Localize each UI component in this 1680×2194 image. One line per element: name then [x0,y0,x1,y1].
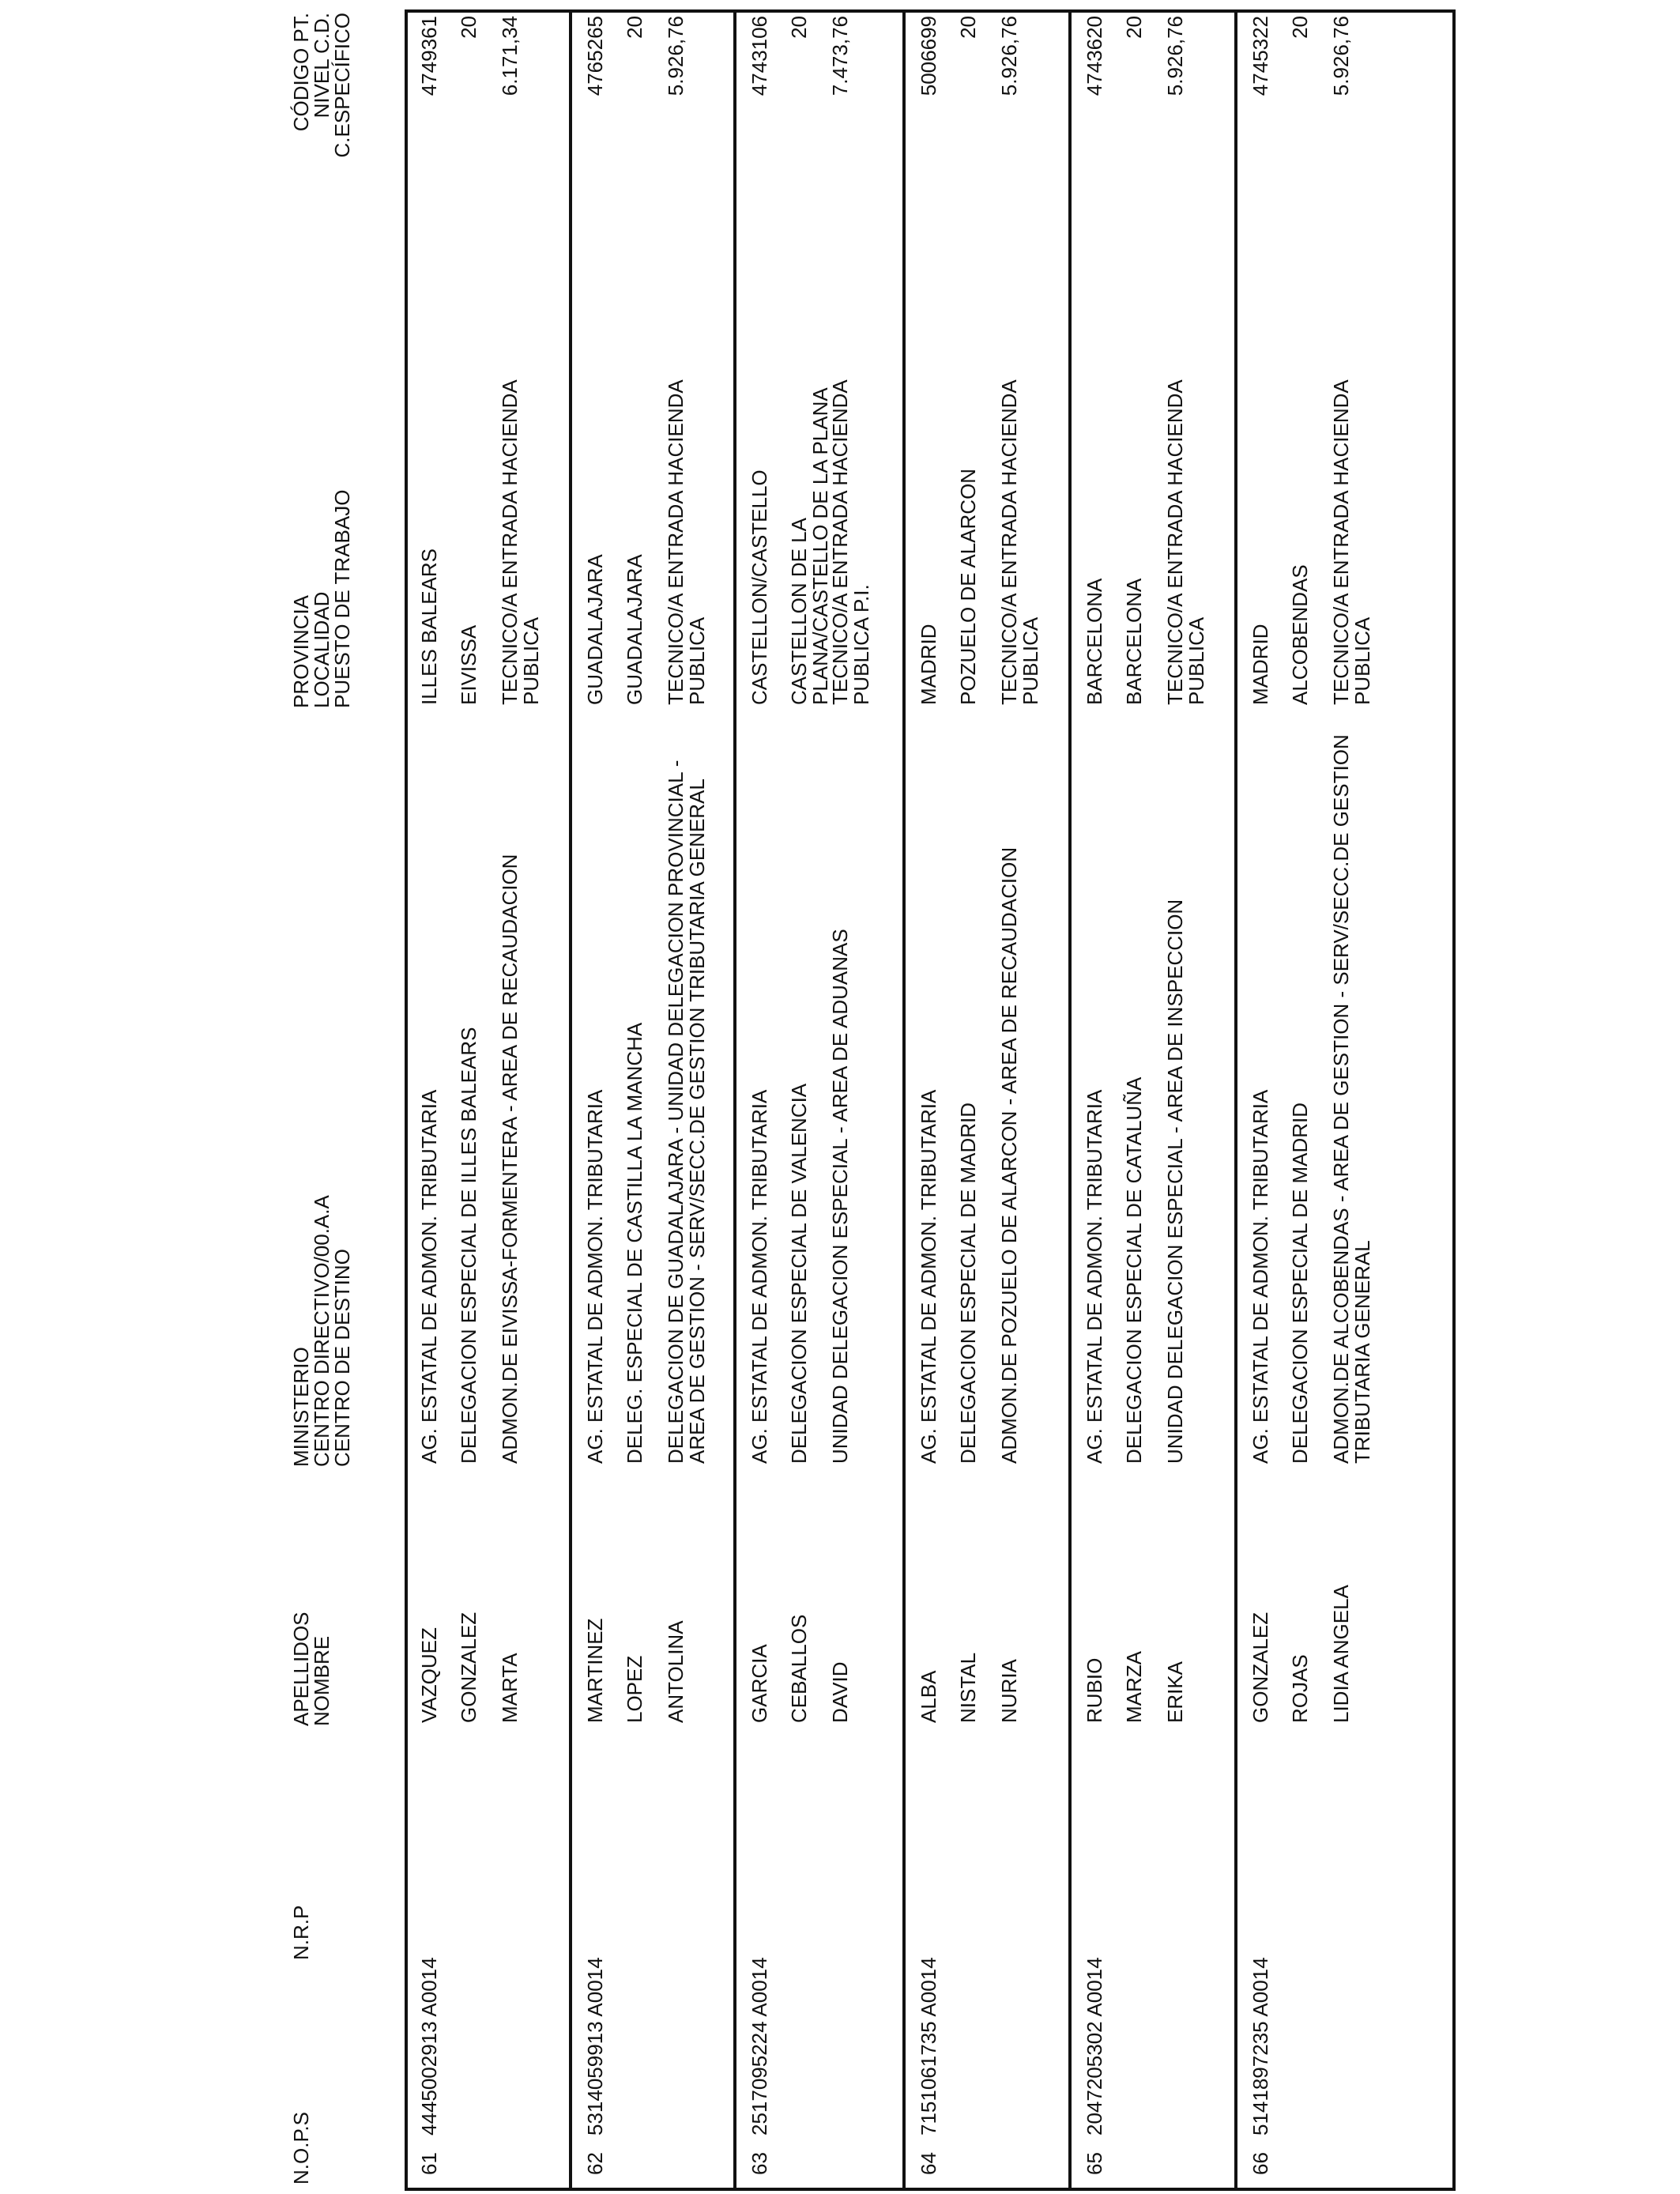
row-apellido1: VAZQUEZ [417,1627,441,1723]
row-apellido2: LOPEZ [623,1655,646,1723]
row-codigo: 4749361 [417,16,441,96]
row-codigo: 5006699 [917,16,940,96]
row-puesto: TECNICO/A ENTRADA HACIENDA PUBLICA [1163,379,1208,705]
row-provincia: MADRID [1249,624,1272,705]
header-nops: N.O.P.S [289,2111,313,2185]
table-row [735,9,904,2191]
row-localidad: EIVISSA [457,624,480,705]
row-localidad: POZUELO DE ALARCON [956,468,980,705]
row-centro-destino: DELEGACION DE GUADALAJARA - UNIDAD DELEGACION PROVINCIAL - AREA DE GESTION - SERV/SECC.DE GESTION TRIBUTARIA GENERAL [664,760,709,1464]
row-apellido2: GONZALEZ [457,1612,480,1723]
row-nivel: 20 [787,16,811,39]
row-especifico: 5.926,76 [664,16,687,96]
row-divider [1068,9,1072,2191]
row-puesto: TECNICO/A ENTRADA HACIENDA PUBLICA P.I. [828,379,873,705]
row-centro-directivo: DELEGACION ESPECIAL DE MADRID [1288,1102,1312,1464]
row-especifico: 5.926,76 [997,16,1021,96]
row-codigo: 4745322 [1249,16,1272,96]
row-codigo: 4743106 [748,16,771,96]
row-especifico: 7.473,76 [828,16,852,96]
row-centro-directivo: DELEGACION ESPECIAL DE MADRID [956,1102,980,1464]
row-nombre: NURIA [997,1659,1021,1723]
row-apellido1: MARTINEZ [583,1618,607,1723]
row-centro-destino: UNIDAD DELEGACION ESPECIAL - AREA DE ADUANAS [828,929,852,1464]
row-divider [569,9,572,2191]
row-provincia: GUADALAJARA [583,554,607,705]
row-ministerio: AG. ESTATAL DE ADMON. TRIBUTARIA [1083,1089,1106,1464]
row-nrp: 5141897235 A0014 [1249,1957,1272,2136]
row-apellido2: MARZA [1122,1651,1146,1723]
table-row [1236,9,1456,2191]
row-nrp: 2047205302 A0014 [1083,1957,1106,2136]
row-localidad: GUADALAJARA [623,554,646,705]
row-ministerio: AG. ESTATAL DE ADMON. TRIBUTARIA [583,1089,607,1464]
row-nombre: LIDIA ANGELA [1329,1585,1353,1723]
row-nivel: 20 [1122,16,1146,39]
row-divider [902,9,906,2191]
row-nivel: 20 [623,16,646,39]
row-nombre: MARTA [498,1653,522,1723]
row-especifico: 6.171,34 [498,16,522,96]
row-nops: 64 [917,2152,940,2175]
row-apellido1: GARCIA [748,1644,771,1723]
row-provincia: CASTELLON/CASTELLO [748,469,771,705]
row-centro-destino: UNIDAD DELEGACION ESPECIAL - AREA DE INSPECCION [1163,899,1187,1464]
header-ministerio: MINISTERIO CENTRO DIRECTIVO/00.A.A CENTRO DE DESTINO [289,1195,354,1467]
row-puesto: TECNICO/A ENTRADA HACIENDA PUBLICA [997,379,1042,705]
row-nivel: 20 [1288,16,1312,39]
row-nrp: 4445002913 A0014 [417,1957,441,2136]
row-nops: 63 [748,2152,771,2175]
row-nops: 65 [1083,2152,1106,2175]
row-apellido1: ALBA [917,1670,940,1723]
row-centro-destino: ADMON.DE EIVISSA-FORMENTERA - AREA DE RECAUDACION [498,854,522,1464]
row-nombre: ERIKA [1163,1661,1187,1723]
row-especifico: 5.926,76 [1329,16,1353,96]
row-centro-directivo: DELEGACION ESPECIAL DE CATALUÑA [1122,1076,1146,1464]
row-provincia: BARCELONA [1083,578,1106,705]
header-nrp: N.R.P [289,1905,313,1960]
row-ministerio: AG. ESTATAL DE ADMON. TRIBUTARIA [917,1089,940,1464]
row-puesto: TECNICO/A ENTRADA HACIENDA PUBLICA [664,379,709,705]
header-codigo: CÓDIGO PT. NIVEL C.D. C.ESPECÍFICO [289,13,354,158]
row-nops: 66 [1249,2152,1272,2175]
table-row [571,9,735,2191]
row-localidad: ALCOBENDAS [1288,564,1312,705]
row-nops: 61 [417,2152,441,2175]
row-nrp: 5314059913 A0014 [583,1957,607,2136]
row-provincia: ILLES BALEARS [417,548,441,705]
table-row [1070,9,1236,2191]
row-ministerio: AG. ESTATAL DE ADMON. TRIBUTARIA [1249,1089,1272,1464]
row-divider [733,9,736,2191]
row-especifico: 5.926,76 [1163,16,1187,96]
row-localidad: CASTELLON DE LA PLANA/CASTELLO DE LA PLANA [787,387,832,705]
row-nrp: 2517095224 A0014 [748,1957,771,2136]
header-provincia: PROVINCIA LOCALIDAD PUESTO DE TRABAJO [289,489,354,708]
row-nivel: 20 [956,16,980,39]
row-divider [1234,9,1237,2191]
row-codigo: 4765265 [583,16,607,96]
row-nivel: 20 [457,16,480,39]
row-nombre: ANTOLINA [664,1620,687,1723]
row-apellido2: NISTAL [956,1652,980,1723]
row-provincia: MADRID [917,624,940,705]
row-puesto: TECNICO/A ENTRADA HACIENDA PUBLICA [1329,379,1374,705]
row-ministerio: AG. ESTATAL DE ADMON. TRIBUTARIA [748,1089,771,1464]
row-apellido1: GONZALEZ [1249,1612,1272,1723]
row-centro-directivo: DELEGACION ESPECIAL DE ILLES BALEARS [457,1027,480,1464]
row-centro-directivo: DELEG. ESPECIAL DE CASTILLA LA MANCHA [623,1022,646,1464]
row-codigo: 4743620 [1083,16,1106,96]
row-centro-destino: ADMON.DE ALCOBENDAS - AREA DE GESTION - SERV/SECC.DE GESTION TRIBUTARIA GENERAL [1329,734,1374,1464]
row-centro-destino: ADMON.DE POZUELO DE ALARCON - AREA DE RECAUDACION [997,846,1021,1464]
row-nombre: DAVID [828,1661,852,1723]
header-apellidos: APELLIDOS NOMBRE [289,1612,333,1726]
table-row [904,9,1070,2191]
row-apellido2: CEBALLOS [787,1614,811,1723]
row-localidad: BARCELONA [1122,578,1146,705]
table-row [405,9,571,2191]
row-puesto: TECNICO/A ENTRADA HACIENDA PUBLICA [498,379,543,705]
row-nops: 62 [583,2152,607,2175]
row-nrp: 7151061735 A0014 [917,1957,940,2136]
row-apellido2: ROJAS [1288,1654,1312,1723]
row-apellido1: RUBIO [1083,1657,1106,1723]
row-centro-directivo: DELEGACION ESPECIAL DE VALENCIA [787,1083,811,1464]
row-ministerio: AG. ESTATAL DE ADMON. TRIBUTARIA [417,1089,441,1464]
